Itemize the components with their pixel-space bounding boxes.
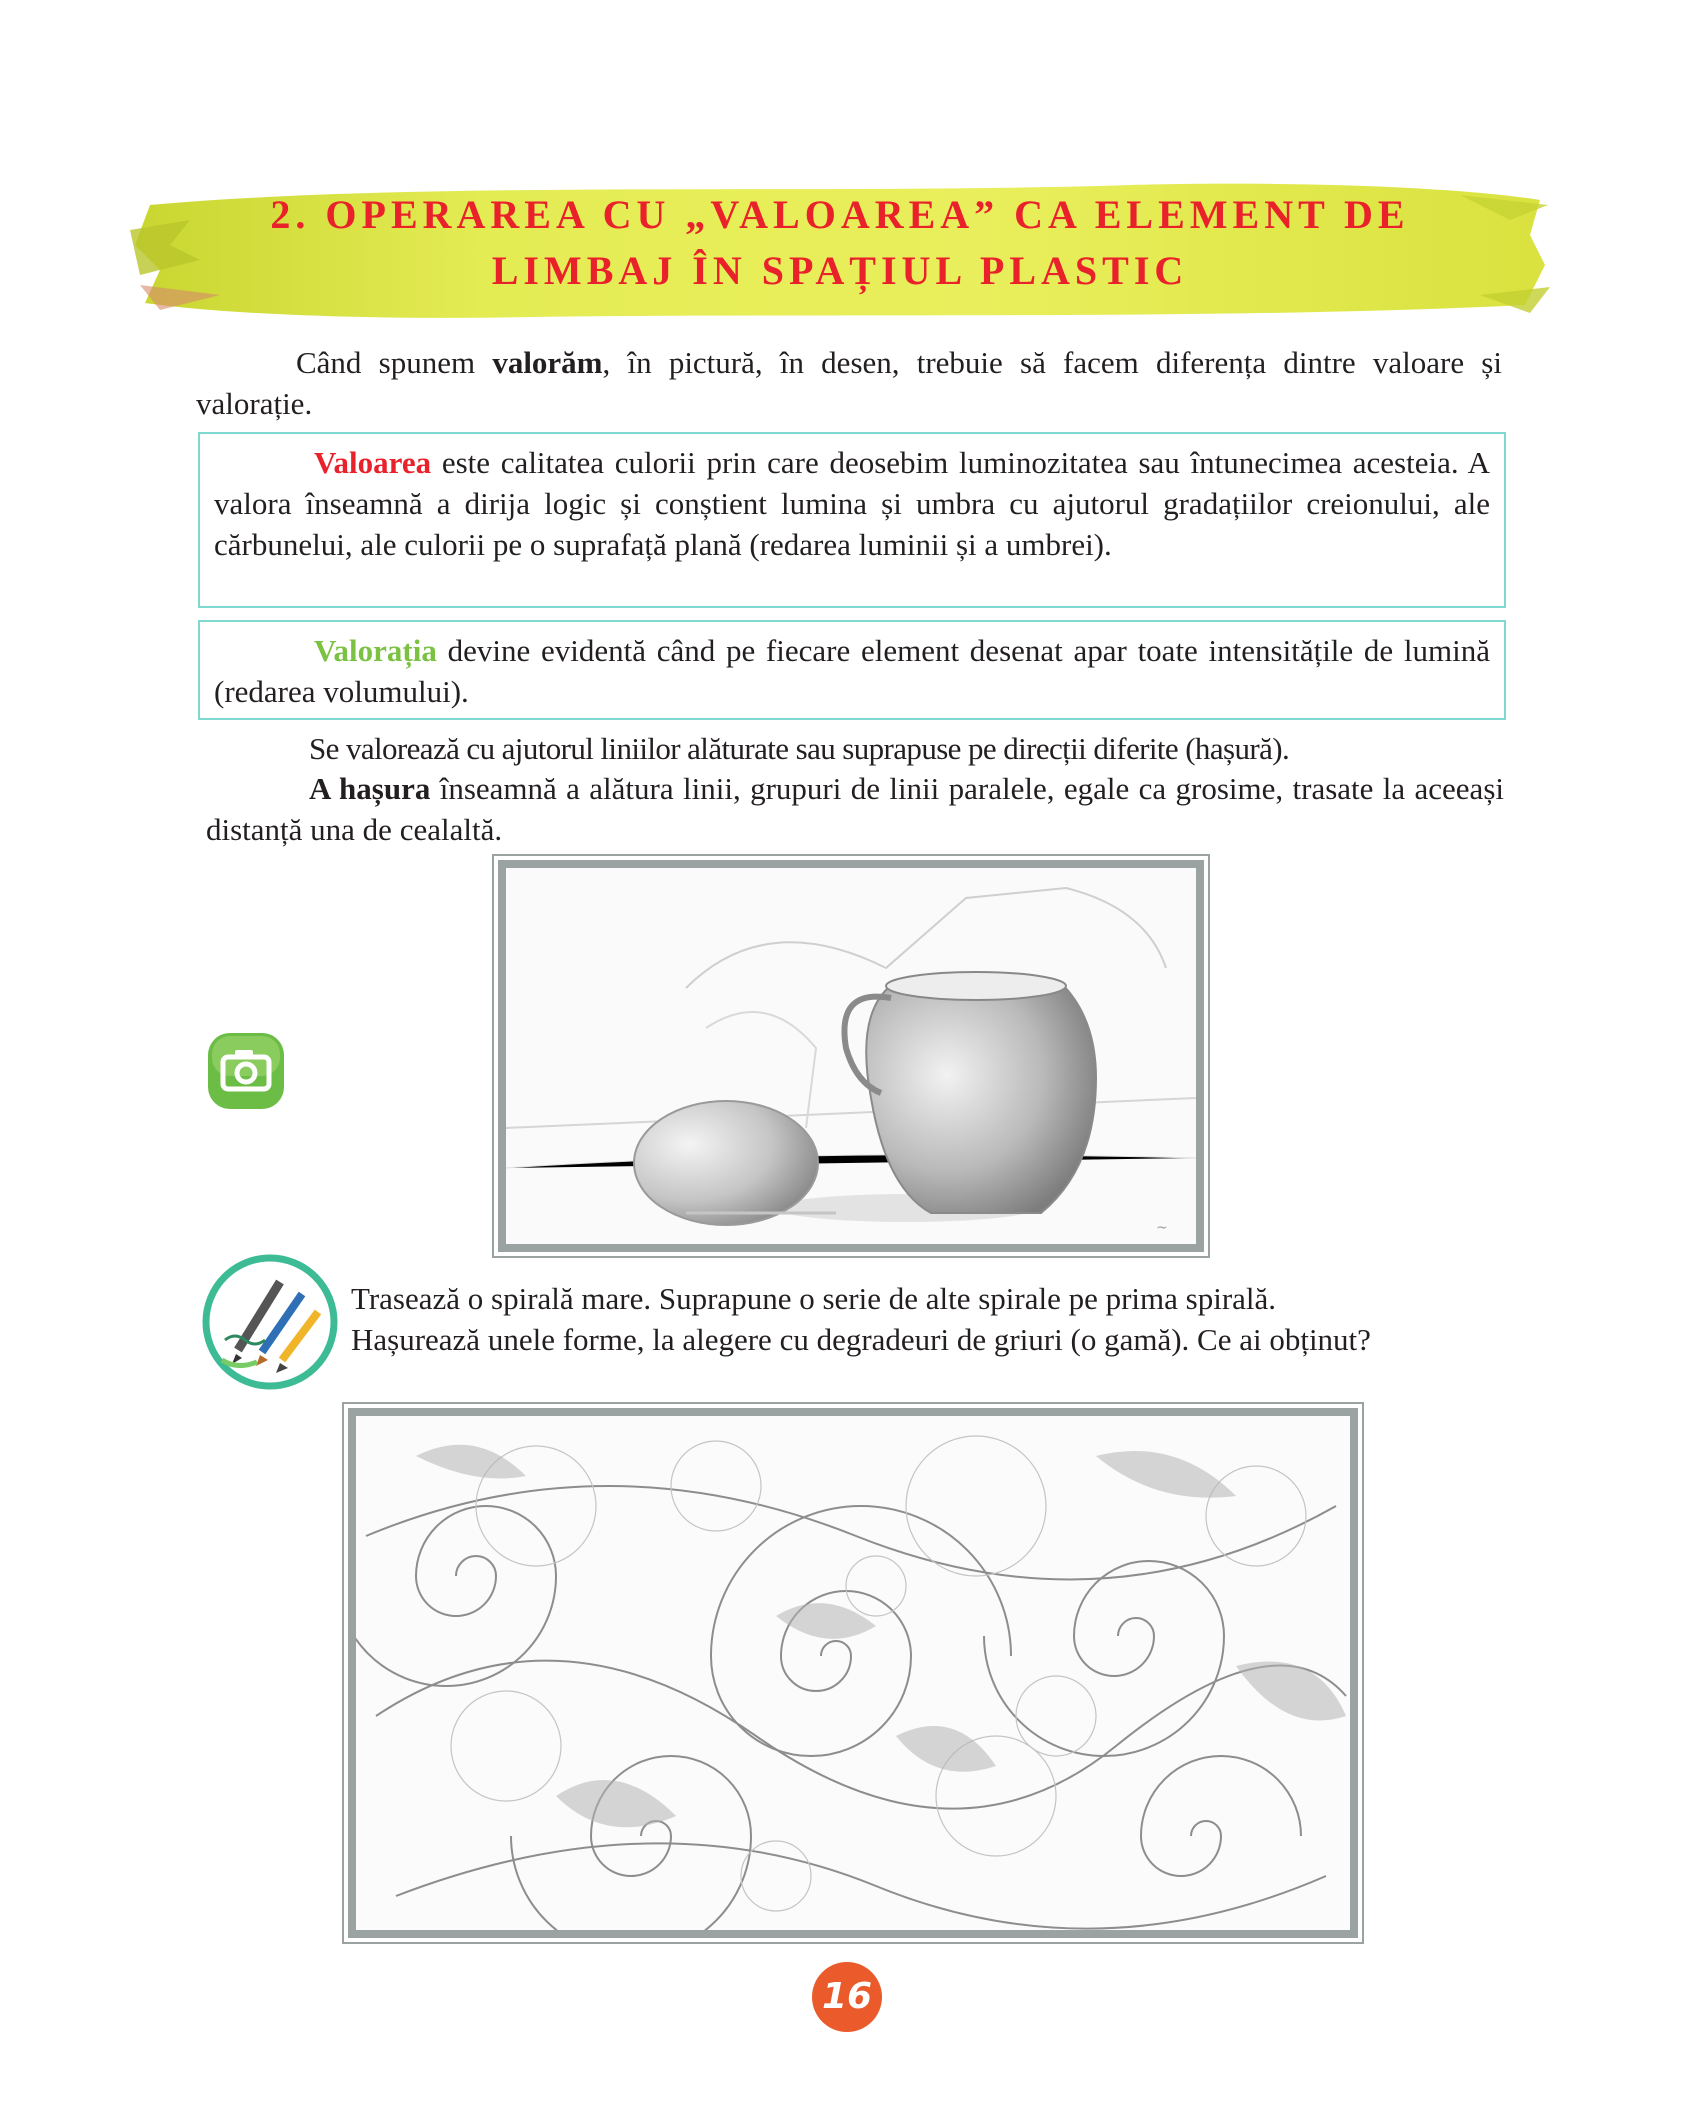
- hatching-definition: [206, 768, 1504, 850]
- intro-text-end: , în pictură, în desen, trebuie să facem diferența dintre valoare și valorație.: [196, 345, 1502, 421]
- term-valoarea: Valoarea: [314, 445, 432, 480]
- intro-text-start: Când spunem: [296, 345, 493, 380]
- drawing-tools-icon: [200, 1252, 340, 1392]
- hatching-sentence: Se valorează cu ajutorul liniilor alăturate sau suprapuse pe direcții diferite (hașură).: [309, 731, 1290, 766]
- definition-box-valoare: [198, 432, 1506, 608]
- intro-bold-term: valorăm: [492, 345, 603, 380]
- exercise-text: [351, 1278, 1501, 1360]
- page-number: 16: [812, 1962, 882, 2032]
- hatching-bold-term: A hașura: [309, 771, 431, 806]
- title-line-1: 2. OPERAREA CU „VALOAREA” CA ELEMENT DE: [270, 192, 1410, 237]
- exercise-line-1: Trasează o spirală mare. Suprapune o serie de alte spirale pe prima spirală.: [351, 1281, 1277, 1316]
- pencil-spirals-image: [356, 1416, 1350, 1930]
- pencil-still-life-image: [506, 868, 1196, 1244]
- title-line-2: LIMBAJ ÎN SPAȚIUL PLASTIC: [491, 248, 1189, 293]
- still-life-drawing: [498, 860, 1204, 1252]
- spiral-drawing: [348, 1408, 1358, 1938]
- hatching-definition-body: înseamnă a alătura linii, grupuri de linii paralele, egale ca grosime, trasate la aceeași distanță una de cealaltă.: [206, 771, 1504, 847]
- title-banner: [130, 175, 1550, 325]
- exercise-line-2: Hașurează unele forme, la alegere cu degradeuri de griuri (o gamă). Ce ai obținut?: [351, 1322, 1371, 1357]
- definition-valoare-text: [214, 442, 1490, 565]
- svg-text:~: ~: [1156, 1220, 1168, 1236]
- definition-box-valoratie: [198, 620, 1506, 720]
- definition-valoare-body: este calitatea culorii prin care deosebim luminozitatea sau întunecimea acesteia. A valora înseamnă a dirija logic și conștient lumina și umbra cu ajutorul gradațiilor creionului, ale cărbunelui, ale culorii pe o suprafață plană (redarea luminii și a umbrei).: [214, 445, 1490, 562]
- intro-paragraph: [196, 342, 1502, 424]
- term-valoratia: Valorația: [314, 633, 437, 668]
- camera-icon: [205, 1030, 287, 1112]
- definition-valoratie-text: [214, 630, 1490, 712]
- definition-valoratie-body: devine evidentă când pe fiecare element desenat apar toate intensitățile de lumină (redarea volumului).: [214, 633, 1490, 709]
